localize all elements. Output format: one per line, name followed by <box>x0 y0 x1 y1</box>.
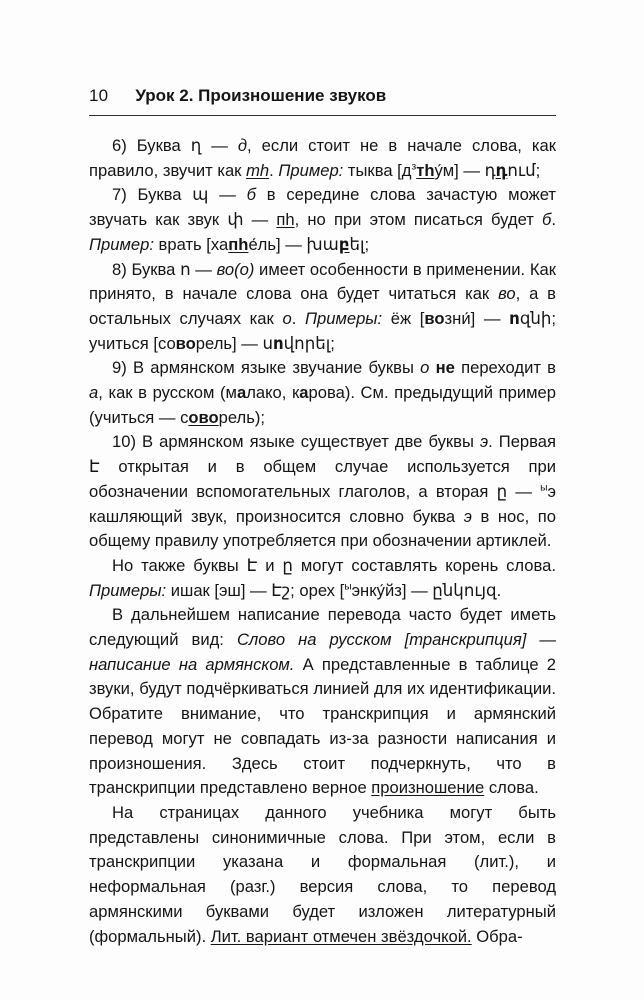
text-segment: . <box>269 160 279 180</box>
text-segment: э <box>463 506 472 526</box>
text-segment: ы <box>540 482 548 494</box>
paragraph <box>89 603 556 801</box>
text-segment: բ <box>338 234 350 254</box>
text-segment: 7) Буква պ — <box>112 185 247 205</box>
text-segment: во(о) <box>216 259 255 279</box>
text-segment: ում; <box>507 160 541 180</box>
text-segment: զնի; учиться [со <box>89 308 556 353</box>
text-segment: 10) В армянском языке существует две буквы <box>112 432 480 452</box>
text-segment: а <box>299 383 309 403</box>
text-segment: А представленные в таблице 2 звуки, будут подчёркиваться линией для их идентификации. Обратите внимание, что транскрипция и армянский перевод могут не совпадать из-за разности написания и произношения. Здесь стоит подчеркнуть, что в транскрипции представлено верное <box>89 654 557 798</box>
text-segment: в нос, по общему правилу употребляется при обозначении артиклей. <box>89 506 556 551</box>
text-segment: դ <box>495 160 508 180</box>
text-segment: ո <box>509 308 520 328</box>
text-segment: Пример: <box>89 234 154 254</box>
text-segment: врать [ха <box>153 234 229 254</box>
text-segment: о <box>282 308 292 328</box>
text-segment: Но также буквы Է и ը могут составлять корень слова. <box>112 555 556 575</box>
text-segment: ել; <box>349 234 370 254</box>
text-segment: о <box>420 358 430 378</box>
text-segment: վորել; <box>283 333 335 353</box>
text-segment: у́м] — դ <box>434 160 496 180</box>
body-text <box>89 134 556 949</box>
paragraph <box>89 801 556 949</box>
text-segment: , если стоит не в начале слова, как правило, звучит как <box>89 136 556 180</box>
text-segment: ы <box>344 581 352 593</box>
paragraph <box>89 356 556 430</box>
text-segment: Слово на русском [транскрипция] — написание на армянском. <box>89 630 556 674</box>
text-segment: з <box>411 161 417 173</box>
text-segment: лако, к <box>246 383 300 403</box>
text-segment: ո <box>272 333 284 353</box>
text-segment: б <box>246 185 256 205</box>
text-segment: В дальнейшем написание перевода часто будет иметь следующий вид: <box>89 605 556 650</box>
text-segment: переходит в <box>454 358 556 378</box>
text-segment: зни́] — <box>444 308 510 328</box>
chapter-title: Урок 2. Произношение звуков <box>135 86 387 105</box>
text-segment: во <box>175 333 196 353</box>
text-segment: рова). См. предыдущий пример (учиться — с <box>89 383 556 427</box>
text-segment: не <box>435 358 455 378</box>
text-segment: энку́йз] — ընկույզ. <box>351 580 502 600</box>
text-segment: , а в остальных случаях как <box>89 284 556 328</box>
text-segment: во <box>498 284 516 304</box>
text-segment: рель] — ս <box>195 333 273 353</box>
text-segment: Примеры: <box>89 580 167 600</box>
text-segment: рель); <box>218 407 266 427</box>
paragraph <box>89 554 556 603</box>
text-segment: Примеры: <box>304 308 383 328</box>
text-segment: а <box>236 383 247 403</box>
text-segment: тh <box>246 160 270 180</box>
text-segment: а <box>89 383 99 403</box>
text-segment: ёж [ <box>382 308 425 328</box>
paragraph <box>89 258 556 357</box>
text-segment: тыква [д <box>343 160 412 180</box>
text-segment: 9) В армянском языке звучание буквы <box>112 358 421 378</box>
text-segment: ишак [эш] — Էշ; орех [ <box>166 580 345 600</box>
page-header <box>89 86 556 116</box>
paragraph <box>89 183 556 257</box>
text-segment: . <box>291 308 305 328</box>
text-segment: , как в русском (м <box>98 383 237 403</box>
text-segment: Лит. вариант отмечен звёздочкой. <box>210 926 472 946</box>
text-segment: тh <box>416 160 435 180</box>
text-segment: ово <box>188 407 219 427</box>
paragraph <box>89 430 556 554</box>
text-segment: 6) Буква ղ — <box>112 136 238 155</box>
text-segment: д <box>237 136 248 155</box>
text-segment: пh <box>276 210 295 230</box>
text-segment: имеет особенности в применении. Как принято, в начале слова она будет читаться как <box>89 259 556 304</box>
text-segment: слова. <box>484 778 539 798</box>
text-segment: во <box>424 308 445 328</box>
page-number: 10 <box>89 86 109 105</box>
paragraph <box>89 134 556 183</box>
text-segment: е́ль] — խա <box>248 234 339 254</box>
text-segment: э <box>479 432 489 452</box>
text-segment: произношение <box>371 778 485 798</box>
text-segment: в середине слова зачастую может звучать как звук փ — <box>89 185 556 230</box>
text-segment: , но при этом писаться будет <box>294 210 543 230</box>
text-segment: . <box>551 210 556 230</box>
text-segment: 8) Буква ո — <box>112 259 217 279</box>
text-segment: Обра- <box>471 926 523 946</box>
text-segment: э кашляющий звук, произносится словно буква <box>89 481 556 526</box>
text-segment: пh <box>228 234 249 254</box>
text-segment: На страницах данного учебника могут быть представлены синонимичные слова. При этом, если в транскрипции указана и формальная (лит.), и неформальная (разг.) версия слова, то перевод армянскими буквами будет изложен литературный (формальный). <box>89 802 556 946</box>
text-segment: Пример: <box>278 160 344 180</box>
text-segment: б <box>542 210 552 230</box>
text-segment: . Первая Է открытая и в общем случае используется при обозначении вспомогательных глаголов, а вторая ը — <box>89 432 556 501</box>
